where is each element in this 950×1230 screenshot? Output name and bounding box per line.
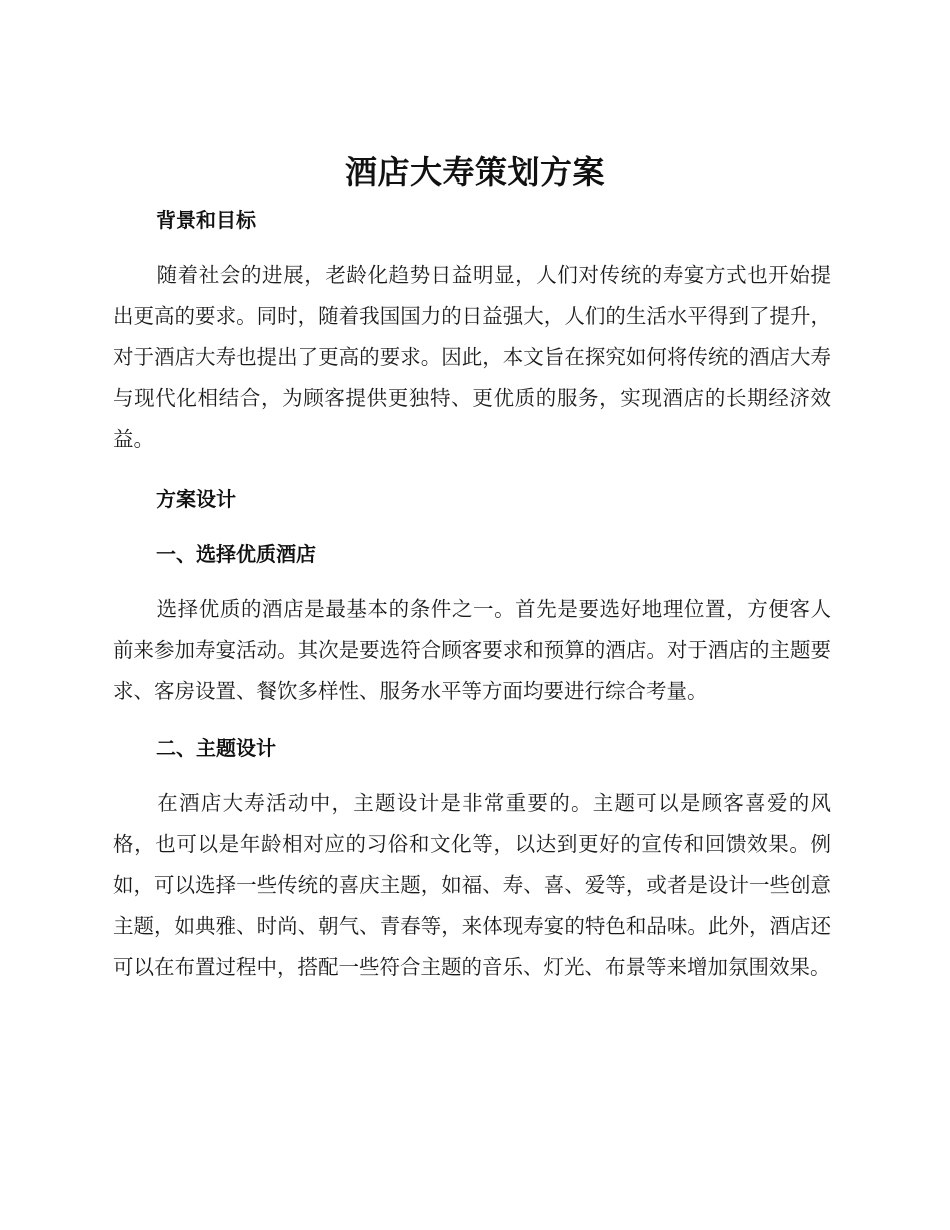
section-heading-select-hotel: 一、选择优质酒店 [156, 542, 316, 566]
section-heading-theme-design: 二、主题设计 [156, 736, 276, 760]
section-heading-background: 背景和目标 [156, 208, 256, 232]
section-paragraph-theme-design [113, 783, 831, 988]
paragraph-text: 在酒店大寿活动中，主题设计是非常重要的。主题可以是顾客喜爱的风格，也可以是年龄相对应的习俗和文化等，以达到更好的宣传和回馈效果。例如，可以选择一些传统的喜庆主题，如福、寿、喜、爱等，或者是设计一些创意主题，如典雅、时尚、朝气、青春等，来体现寿宴的特色和品味。此外，酒店还可以在布置过程中，搭配一些符合主题的音乐、灯光、布景等来增加氛围效果。 [113, 791, 831, 979]
paragraph-text: 选择优质的酒店是最基本的条件之一。首先是要选好地理位置，方便客人前来参加寿宴活动。其次是要选符合顾客要求和预算的酒店。对于酒店的主题要求、客房设置、餐饮多样性、服务水平等方面均要进行综合考量。 [113, 597, 831, 703]
document-title: 酒店大寿策划方案 [344, 153, 605, 191]
section-heading-plan-design: 方案设计 [156, 487, 236, 511]
paragraph-text: 随着社会的进展，老龄化趋势日益明显，人们对传统的寿宴方式也开始提出更高的要求。同时，随着我国国力的日益强大，人们的生活水平得到了提升，对于酒店大寿也提出了更高的要求。因此，本文旨在探究如何将传统的酒店大寿与现代化相结合，为顾客提供更独特、更优质的服务，实现酒店的长期经济效益。 [113, 263, 831, 451]
section-paragraph-background [113, 255, 831, 460]
section-paragraph-select-hotel [113, 589, 831, 712]
